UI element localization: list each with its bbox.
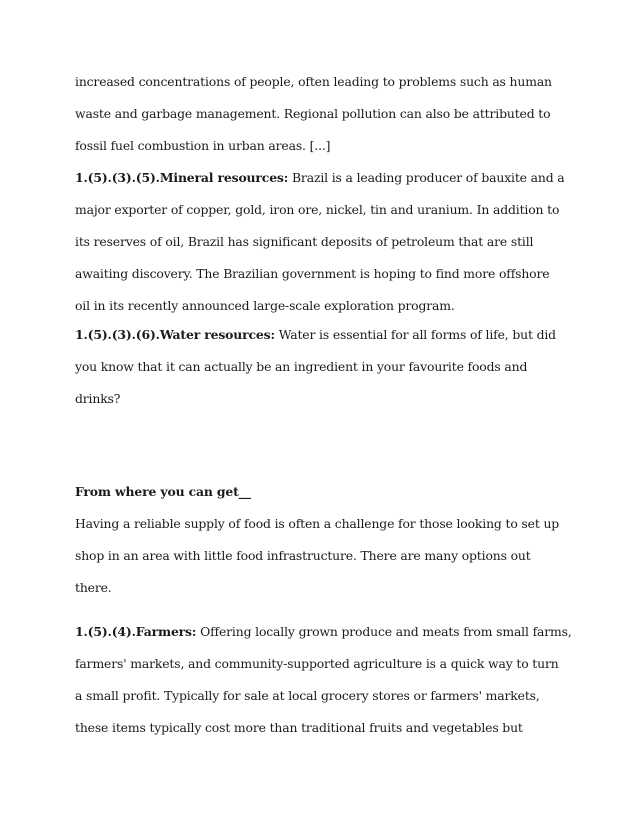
text-line: increased concentrations of people, often leading to problems such as human (75, 74, 552, 89)
text-line: awaiting discovery. The Brazilian government is hoping to find more offshore (75, 266, 550, 281)
text-line: a small profit. Typically for sale at local grocery stores or farmers' markets, (75, 688, 540, 703)
from-where-heading (75, 484, 251, 500)
water-resources-line (75, 327, 556, 343)
text-line: you know that it can actually be an ingredient in your favourite foods and (75, 359, 528, 374)
text-line: drinks? (75, 391, 121, 406)
text-line: oil in its recently announced large-scale exploration program. (75, 298, 455, 313)
farmers-heading: 1.(5).(4).Farmers: (75, 624, 197, 639)
text-line: farmers' markets, and community-supported agriculture is a quick way to turn (75, 656, 559, 671)
text-line: these items typically cost more than traditional fruits and vegetables but (75, 720, 523, 735)
water-resources-heading: 1.(5).(3).(6).Water resources: (75, 327, 275, 342)
farmers-line (75, 624, 572, 640)
text-line: waste and garbage management. Regional pollution can also be attributed to (75, 106, 551, 121)
from-where-heading-text: From where you can get__ (75, 484, 251, 499)
text-line: fossil fuel combustion in urban areas. [...] (75, 138, 331, 153)
text-span: Offering locally grown produce and meats from small farms, (196, 624, 572, 639)
text-line: Having a reliable supply of food is often a challenge for those looking to set up (75, 516, 560, 531)
text-line: there. (75, 580, 112, 595)
mineral-resources-heading: 1.(5).(3).(5).Mineral resources: (75, 170, 289, 185)
text-line: its reserves of oil, Brazil has significant deposits of petroleum that are still (75, 234, 534, 249)
text-line: major exporter of copper, gold, iron ore, nickel, tin and uranium. In addition to (75, 202, 560, 217)
text-span: Brazil is a leading producer of bauxite and a (288, 170, 565, 185)
text-line: shop in an area with little food infrastructure. There are many options out (75, 548, 531, 563)
text-span: Water is essential for all forms of life, but did (274, 327, 556, 342)
mineral-resources-line (75, 170, 565, 186)
